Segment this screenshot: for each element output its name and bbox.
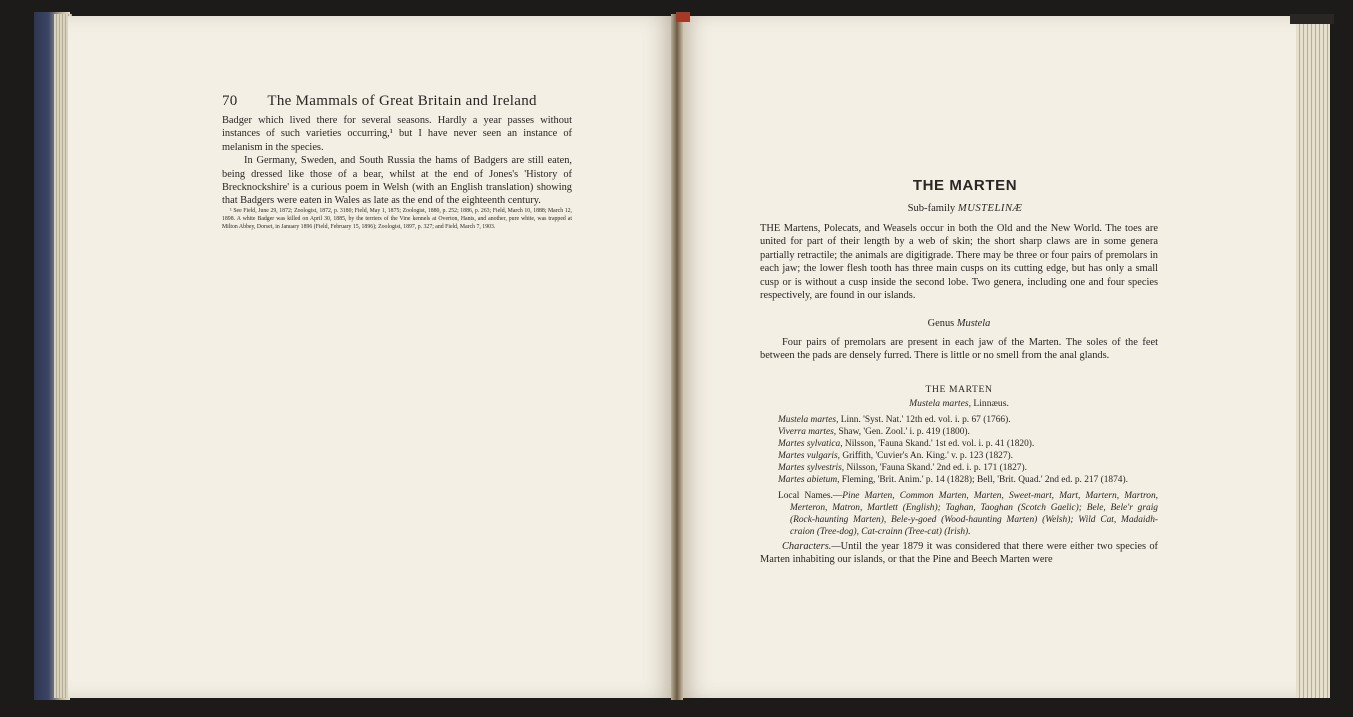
book-gutter	[671, 14, 683, 700]
synonym-ref: Nilsson, 'Fauna Skand.' 1st ed. vol. i. p. 41 (1820).	[842, 439, 1035, 450]
synonym-item	[778, 426, 1158, 438]
intro-paragraph: THE Martens, Polecats, and Weasels occur in both the Old and the New World. The toes are united for part of their length by a web of skin; the short sharp claws are in some genera partially retractile; the animals are digitigrade. There may be three or four pairs of premolars in each jaw; the lower flesh tooth has three main cusps on its cutting edge, but has only a small cusp or is without a cusp inside the second lobe. Two genera, including one and four species respectively, are found in our islands.	[760, 223, 1158, 302]
left-body-text	[222, 114, 572, 208]
synonym-ref: Linn. 'Syst. Nat.' 12th ed. vol. i. p. 67 (1766).	[838, 415, 1011, 425]
subfamily-name: MUSTELINÆ	[957, 203, 1023, 214]
local-names-text: Pine Marten, Common Marten, Marten, Sweet-mart, Mart, Martern, Martron, Merteron, Matron, Martlett (English); Taghan, Taoghan (Scotch Gaelic); Bele, Bele'r graig (Rock-haunting Marten), Bele-y-goed (Wood-haunting Marten) (Welsh); Wild Cat, Madaidh-craion (Tree-dog), Cat-crainn (Tree-cat) (Irish).	[790, 491, 1158, 538]
local-names-label: Local Names.—	[778, 491, 843, 501]
footnote-text: ¹ See Field, June 29, 1872; Zoologist, 1872, p. 3180; Field, May 1, 1875; Zoologist, 1880, p. 252; 1886, p. 263; Field, March 10, 1888; March 12, 1898. A white Badger was killed on April 30, 1885, by the terriers of the Vine kennels at Overton, Hants, and another, pure white, was trapped at Milton Abbey, Dorset, in January 1896 (Field, February 15, 1896); Zoologist, 1897, p. 327; and Field, March 7, 1903.	[222, 208, 572, 230]
ribbon-marker	[676, 12, 690, 22]
paragraph: In Germany, Sweden, and South Russia the hams of Badgers are still eaten, being dressed like those of a bear, whilst at the end of Jones's 'History of Brecknockshire' is a curious poem in Welsh (with an English translation) showing that Badgers were eaten in Wales as late as the end of the eighteenth century.	[222, 155, 572, 207]
intro-text	[760, 222, 1158, 302]
synonym-name: Martes vulgaris,	[778, 451, 840, 462]
synonym-ref: Griffith, 'Cuvier's An. King.' v. p. 123 (1827).	[839, 451, 1014, 462]
species-author: Linnæus.	[973, 398, 1009, 409]
subfamily-label: Sub-family	[907, 203, 956, 214]
synonym-name: Martes sylvestris,	[778, 463, 845, 474]
genus-paragraph: Four pairs of premolars are present in each jaw of the Marten. The soles of the feet between the pads are densely furred. There is little or no smell from the anal glands.	[760, 337, 1158, 362]
genus-heading	[760, 318, 1158, 329]
synonym-item	[778, 438, 1158, 450]
species-line	[760, 398, 1158, 409]
synonym-item	[778, 450, 1158, 462]
synonym-item	[778, 414, 1158, 426]
characters-paragraph	[760, 540, 1158, 567]
local-names	[778, 490, 1158, 538]
synonym-name: Martes sylvatica,	[778, 439, 843, 450]
footnote	[222, 207, 572, 231]
characters-text: Until the year 1879 it was considered that there were either two species of Marten inhabiting our islands, or that the Pine and Beech Marten were	[760, 541, 1158, 566]
page-number: 70	[222, 93, 238, 109]
genus-label: Genus	[927, 318, 955, 329]
characters-label: Characters.—	[782, 541, 841, 552]
species-heading: THE MARTEN	[925, 384, 993, 395]
synonym-ref: Fleming, 'Brit. Anim.' p. 14 (1828); Bell, 'Brit. Quad.' 2nd ed. p. 217 (1874).	[839, 475, 1128, 486]
chapter-title: THE MARTEN	[912, 177, 1018, 194]
synonym-name: Viverra martes,	[778, 427, 837, 438]
subfamily-heading	[830, 203, 1100, 214]
paragraph: Badger which lived there for several seasons. Hardly a year passes without instances of such varieties occurring,¹ but I have never seen an instance of melanism in the species.	[222, 115, 572, 153]
synonym-item	[778, 462, 1158, 474]
characters-section	[760, 540, 1158, 567]
synonym-ref: Shaw, 'Gen. Zool.' i. p. 419 (1800).	[836, 427, 970, 438]
genus-text-block	[760, 336, 1158, 363]
synonym-ref: Nilsson, 'Fauna Skand.' 2nd ed. i. p. 171 (1827).	[844, 463, 1027, 474]
genus-name: Mustela	[956, 318, 991, 329]
running-title: The Mammals of Great Britain and Ireland	[267, 93, 537, 109]
synonym-name: Martes abietum,	[778, 475, 840, 486]
synonym-list	[778, 414, 1158, 487]
species-name: Mustela martes,	[909, 398, 971, 409]
right-page-edges	[1296, 22, 1330, 698]
running-head	[222, 93, 537, 110]
synonym-name: Mustela martes,	[778, 415, 839, 425]
synonym-item	[778, 474, 1158, 486]
right-edge-shadow	[1290, 14, 1334, 24]
